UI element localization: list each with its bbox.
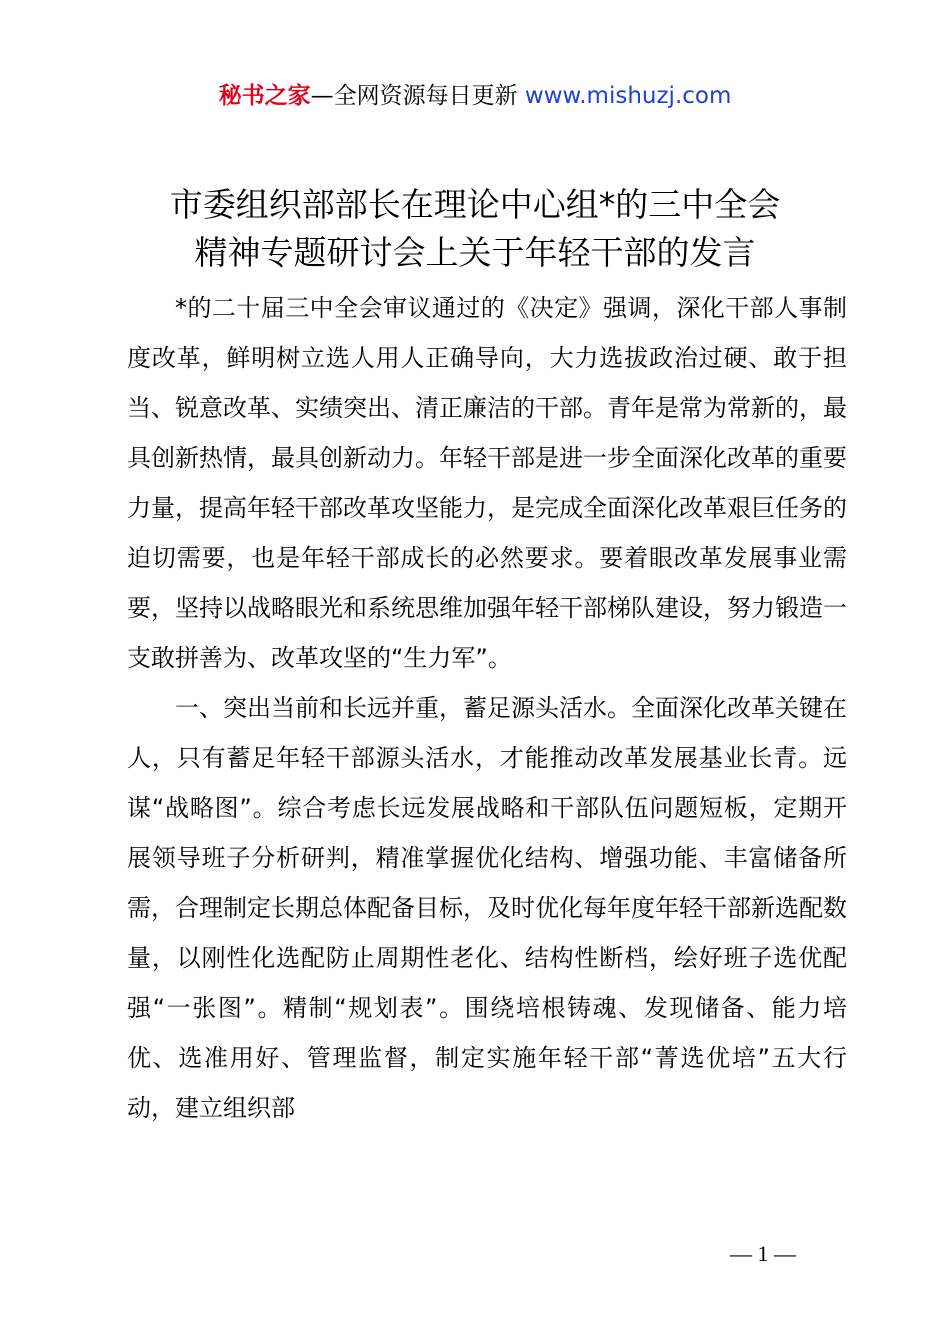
site-brand: 秘书之家 — [218, 83, 311, 109]
document-title — [0, 181, 950, 277]
document-body — [127, 283, 847, 1133]
title-line-2: 精神专题研讨会上关于年轻干部的发言 — [194, 233, 756, 272]
site-tagline: —全网资源每日更新 — [310, 83, 518, 109]
paragraph-intro: *的二十届三中全会审议通过的《决定》强调，深化干部人事制度改革，鲜明树立选人用人正确导向，大力选拔政治过硬、敢于担当、锐意改革、实绩突出、清正廉洁的干部。青年是常为常新的，最具创新热情，最具创新动力。年轻干部是进一步全面深化改革的重要力量，提高年轻干部改革攻坚能力，是完成全面深化改革艰巨任务的迫切需要，也是年轻干部成长的必然要求。要着眼改革发展事业需要，坚持以战略眼光和系统思维加强年轻干部梯队建设，努力锻造一支敢拼善为、改革攻坚的“生力军”。 — [127, 294, 847, 672]
paragraph-section-1: 一、突出当前和长远并重，蓄足源头活水。全面深化改革关键在人，只有蓄足年轻干部源头活水，才能推动改革发展基业长青。远谋“战略图”。综合考虑长远发展战略和干部队伍问题短板，定期开展领导班子分析研判，精准掌握优化结构、增强功能、丰富储备所需，合理制定长期总体配备目标，及时优化每年度年轻干部新选配数量，以刚性化选配防止周期性老化、结构性断档，绘好班子选优配强“一张图”。精制“规划表”。围绕培根铸魂、发现储备、能力培优、选准用好、管理监督，制定实施年轻干部“菁选优培”五大行动，建立组织部 — [127, 694, 847, 1122]
title-line-1: 市委组织部部长在理论中心组*的三中全会 — [169, 185, 781, 224]
site-url[interactable]: www.mishuzj.com — [524, 83, 732, 109]
site-header — [0, 80, 950, 112]
page-number: — 1 — — [730, 1241, 796, 1266]
